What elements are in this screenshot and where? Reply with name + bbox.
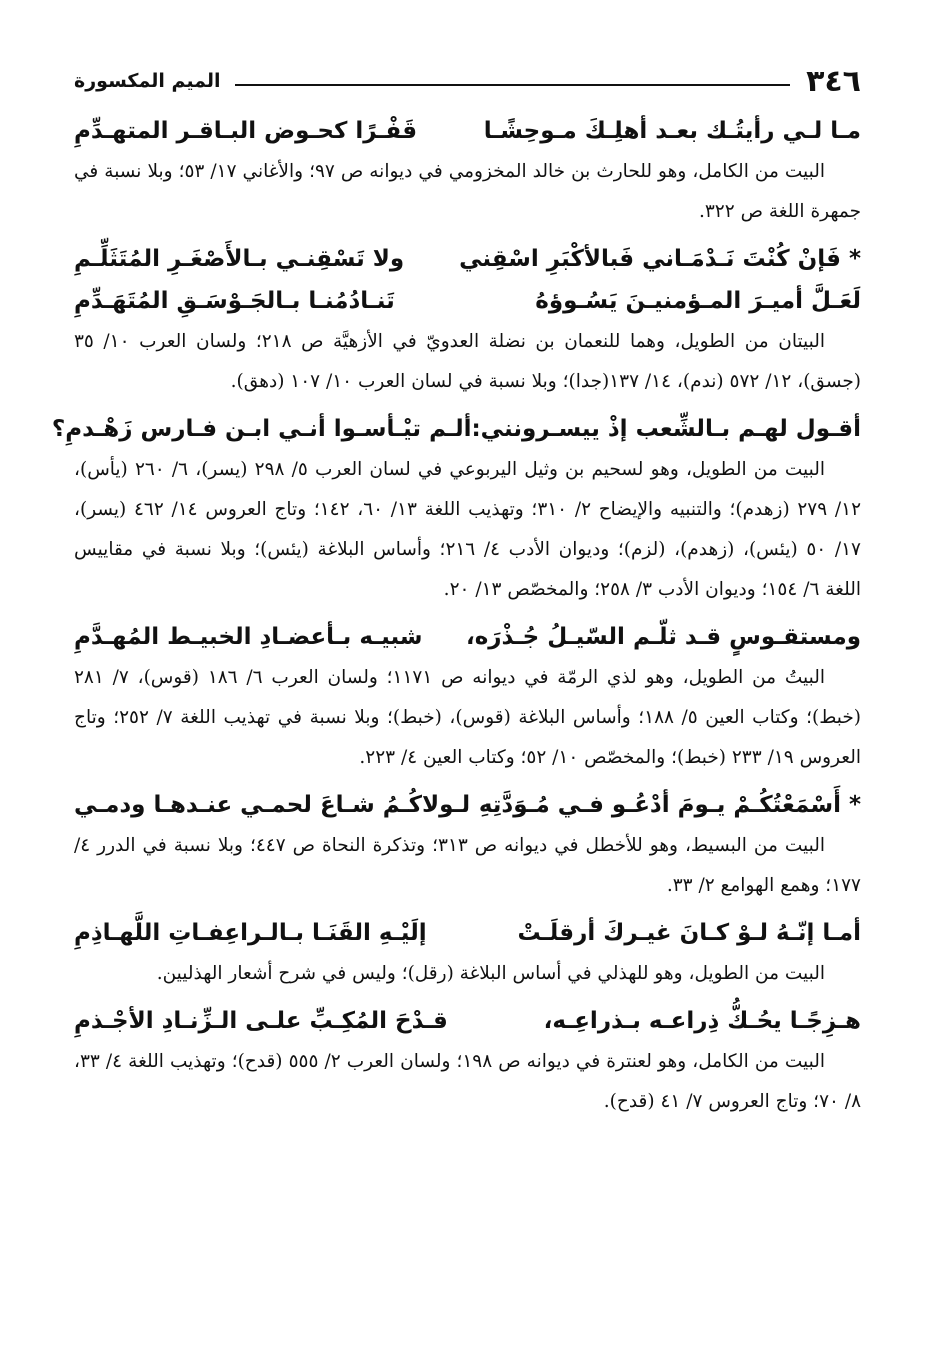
verse-line	[51, 408, 861, 450]
verse-line	[74, 784, 861, 826]
verse-line	[74, 912, 861, 954]
page-header	[74, 58, 861, 104]
commentary: البيت من الكامل، وهو للحارث بن خالد المخزومي في ديوانه ص ٩٧؛ والأغاني ١٧/ ٥٣؛ وبلا نسبة في جمهرة اللغة ص ٣٢٢.	[74, 161, 861, 222]
first-hemistich: أمـا إنّـهُ لـوْ كـانَ غيـركَ أرقلَـتْ	[517, 920, 861, 946]
commentary: البيتُ من الطويل، وهو لذي الرمّة في ديوانه ص ١١٧١؛ ولسان العرب ٦/ ١٨٦ (قوس)، ٧/ ٢٨١ (خبط)؛ وكتاب العين ٥/ ١٨٨؛ وأساس البلاغة (قوس)، (خبط)؛ وبلا نسبة في تهذيب اللغة ٧/ ٢٥٢؛ وتاج العروس ١٩/ ٢٣٣ (خبط)؛ والمخصّص ١٠/ ٥٢؛ وكتاب العين ٤/ ٢٢٣.	[74, 667, 861, 768]
commentary: البيتان من الطويل، وهما للنعمان بن نضلة العدويّ في الأزهيَّة ص ٢١٨؛ ولسان العرب ١٠/ ٣٥ (جسق)، ١٢/ ٥٧٢ (ندم)، ١٤/ ١٣٧(جدا)؛ وبلا نسبة في لسان العرب ١٠/ ١٠٧ (دهق).	[74, 331, 861, 392]
verse-line	[74, 110, 861, 152]
first-hemistich: لَعَـلَّ أميـرَ المـؤمنيـنَ يَسُـوؤهُ	[535, 288, 861, 314]
poetry-entry	[74, 912, 861, 994]
poetry-entry	[74, 784, 861, 906]
verse-line	[74, 1000, 861, 1042]
poetry-entry	[74, 1000, 861, 1122]
commentary: البيت من الطويل، وهو لسحيم بن وثيل اليربوعي في لسان العرب ٥/ ٢٩٨ (يسر)، ٦/ ٢٦٠ (يأس)، ١٢/ ٢٧٩ (زهدم)؛ والتنبيه والإيضاح ٢/ ٣١٠؛ وتهذيب اللغة ١٣/ ٦٠، ١٤٢؛ وتاج العروس ١٤/ ٤٦٢ (يسر)، ١٧/ ٥٠ (يئس)، (زهدم)، (لزم)؛ وديوان الأدب ٤/ ٢١٦؛ وأساس البلاغة (يئس)؛ وبلا نسبة في مقاييس اللغة ٦/ ١٥٤؛ وديوان الأدب ٣/ ٢٥٨؛ والمخصّص ١٣/ ٢٠.	[74, 459, 862, 600]
first-hemistich: هـزِجًـا يحُـكُّ ذِراعـه بـذراعِـه،	[543, 1008, 861, 1034]
verse-line	[74, 616, 861, 658]
first-hemistich: مـا لـي رأيتُـك بعـد أهلِـكَ مـوحِشًـا	[483, 118, 861, 144]
commentary: البيت من الطويل، وهو للهذلي في أساس البلاغة (رقل)؛ وليس في شرح أشعار الهذليين.	[156, 963, 825, 984]
first-hemistich: * فَإنْ كُنْتَ نَـدْمَـاني فَبالأكْبَرِ اسْقِني	[459, 246, 861, 272]
second-hemistich: شبيـه بـأعضـادِ الخبيـط المُهـدَّمِ	[74, 624, 423, 650]
verse-line	[74, 280, 861, 322]
second-hemistich: قَفْـرًا كحـوض البـاقـر المتهـدِّمِ	[74, 118, 418, 144]
running-title: الميم المكسورة	[74, 70, 221, 92]
second-hemistich: ألـم تيْـأسـوا أنـي ابـن فـارس زَهْـدمِ؟	[51, 416, 472, 442]
first-hemistich: * أَسْمَعْتُكُـمْ يـومَ أدْعُـو فـي مُـوَدَّتِهِ	[478, 792, 861, 818]
page-number: ٣٤٦	[806, 63, 861, 99]
commentary: البيت من البسيط، وهو للأخطل في ديوانه ص ٣١٣؛ وتذكرة النحاة ص ٤٤٧؛ وبلا نسبة في الدرر ٤/ ١٧٧؛ وهمع الهوامع ٢/ ٣٣.	[74, 835, 861, 896]
verse-line	[74, 238, 861, 280]
second-hemistich: إلَيْـهِ القَنَـا بـالـراعِفـاتِ اللَّهـاذِمِ	[74, 920, 427, 946]
commentary: البيت من الكامل، وهو لعنترة في ديوانه ص ١٩٨؛ ولسان العرب ٢/ ٥٥٥ (قدح)؛ وتهذيب اللغة ٤/ ٣٣، ٨/ ٧٠؛ وتاج العروس ٧/ ٤١ (قدح).	[74, 1051, 861, 1112]
poetry-entry	[51, 408, 862, 610]
second-hemistich: ولا تَسْقِنـي بـالأَصْغَـرِ المُتَثَلِّـمِ	[74, 246, 405, 272]
second-hemistich: قـدْحَ المُكِـبِّ علـى الـزِّنـادِ الأجْـذمِ	[74, 1008, 448, 1034]
second-hemistich: لـولاكُـمُ شـاعَ لحمـي عنـدهـا ودمـي	[74, 792, 471, 818]
header-rule	[235, 84, 791, 86]
second-hemistich: تَنـادُمُنـا بـالجَـوْسَـقِ المُتَهَـدِّمِ	[74, 288, 395, 314]
poetry-entry	[74, 616, 861, 778]
first-hemistich: ومستقـوسٍ قـد ثلّـم السّيـلُ جُـذْرَه،	[465, 624, 861, 650]
poetry-entry	[74, 238, 861, 402]
poetry-entry	[74, 110, 861, 232]
first-hemistich: أقـول لهـم بـالشِّعب إذْ ييسـرونني:	[471, 416, 861, 442]
